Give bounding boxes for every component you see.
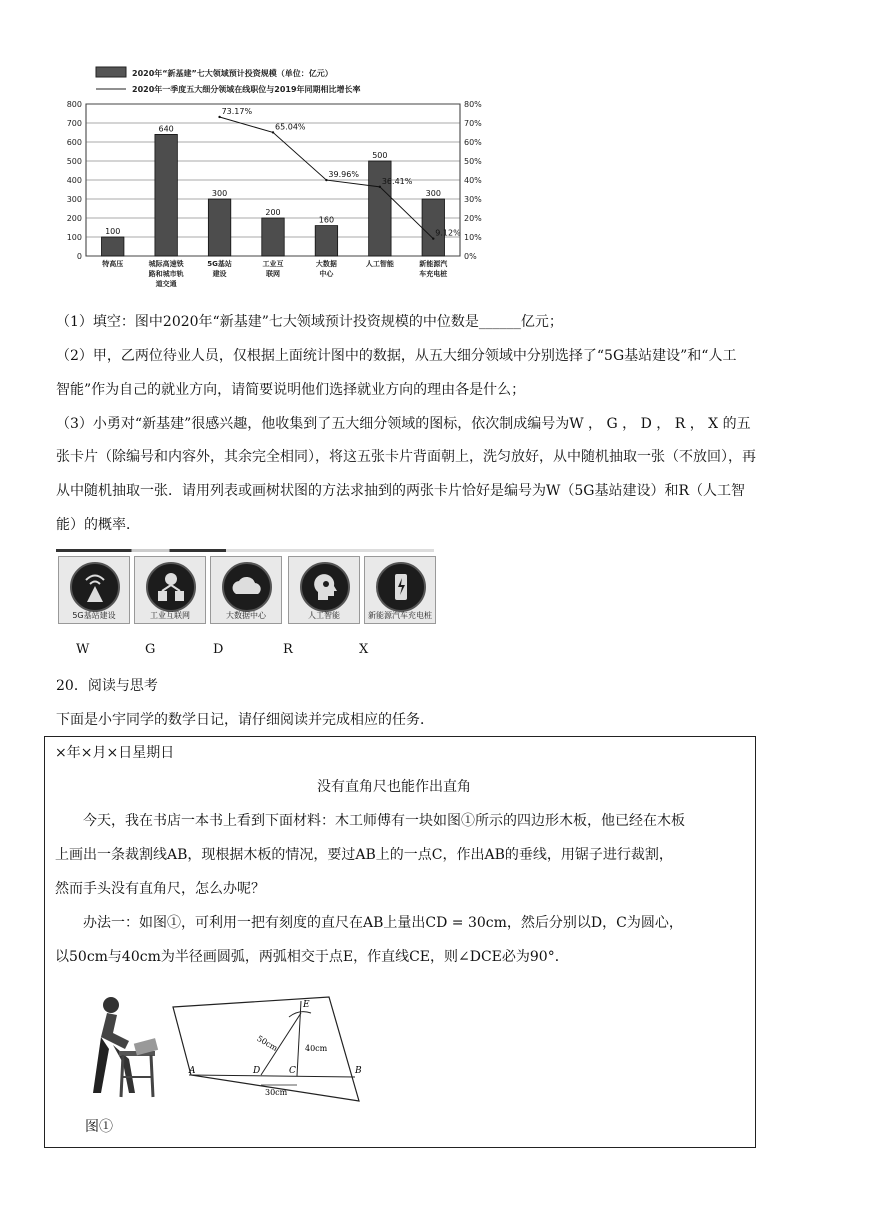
ai-head-icon [300, 562, 350, 612]
right-tick-label: 50% [464, 157, 482, 166]
category-label: 新能源汽 [419, 260, 448, 268]
growth-rate-point [379, 186, 381, 188]
5g-tower-icon [70, 562, 120, 612]
cut-line-ab [189, 1075, 355, 1077]
left-tick-label: 100 [66, 233, 82, 242]
cloud-icon [222, 562, 272, 612]
growth-rate-label: 73.17% [221, 106, 253, 116]
label-ce-length: 40cm [305, 1044, 328, 1053]
label-c: C [289, 1066, 296, 1076]
bar [208, 199, 230, 256]
charging-pile-icon [376, 562, 426, 612]
diary-p1-line-1: 今天，我在书店一本书上看到下面材料：木工师傅有一块如图①所示的四边形木板，他已经在木板 [83, 813, 685, 829]
label-b: B [355, 1066, 362, 1076]
label-d: D [253, 1066, 261, 1076]
right-tick-label: 40% [464, 176, 482, 185]
bar [315, 226, 337, 256]
question-3-line-2: 张卡片（除编号和内容外，其余完全相同），将这五张卡片背面朝上，洗匀放好，从中随机抽取一张（不放回），再 [56, 449, 756, 465]
question-1: （1）填空：图中2020年“新基建”七大领域预计投资规模的中位数是______亿元； [56, 314, 563, 330]
right-tick-label: 30% [464, 195, 482, 204]
card-code-d: D [213, 642, 224, 657]
diary-p2-line-1: 办法一：如图①，可利用一把有刻度的直尺在AB上量出CD = 30cm，然后分别以D，C为圆心， [83, 915, 683, 931]
right-tick-label: 0% [464, 252, 477, 261]
card-g [134, 556, 206, 624]
label-a: A [189, 1066, 196, 1076]
card-caption: 5G基站建设 [72, 611, 116, 620]
category-label: 城际高速铁 [148, 260, 184, 268]
right-tick-label: 60% [464, 138, 482, 147]
growth-rate-label: 9.12% [435, 228, 461, 238]
label-de-length: 50cm [255, 1033, 280, 1053]
category-label: 联网 [266, 270, 280, 278]
category-label: 路和城市轨 [148, 270, 184, 278]
legend-bar-swatch [96, 67, 126, 77]
card-strip-top-rule [56, 549, 434, 552]
card-caption: 大数据中心 [226, 611, 266, 620]
category-label: 工业互 [262, 260, 284, 268]
right-tick-label: 10% [464, 233, 482, 242]
diary-box [44, 736, 756, 1148]
diary-title: 没有直角尺也能作出直角 [317, 779, 471, 795]
diary-date: ×年×月×日星期日 [55, 745, 175, 761]
right-tick-label: 80% [464, 100, 482, 109]
card-r [288, 556, 360, 624]
right-tick-label: 20% [464, 214, 482, 223]
label-e: E [303, 1000, 310, 1010]
category-label: 道交通 [155, 280, 177, 288]
growth-rate-point [432, 237, 434, 239]
left-tick-label: 500 [66, 157, 82, 166]
bar-value-label: 640 [158, 124, 174, 134]
category-label: 大数据 [315, 260, 337, 268]
left-tick-label: 200 [66, 214, 82, 223]
label-dc-length: 30cm [265, 1088, 288, 1097]
diary-p1-line-2: 上画出一条裁割线AB，现根据木板的情况，要过AB上的一点C，作出AB的垂线，用锯子进行裁割， [55, 847, 673, 863]
category-label: 中心 [319, 270, 334, 278]
category-label: 人工智能 [365, 260, 394, 268]
diary-p2-line-2: 以50cm与40cm为半径画圆弧，两弧相交于点E，作直线CE，则∠DCE必为90°． [55, 949, 569, 965]
category-label: 特高压 [102, 260, 124, 268]
legend-line-label: 2020年一季度五大细分领域在线职位与2019年同期相比增长率 [132, 85, 361, 94]
card-code-w: W [76, 642, 90, 657]
card-caption: 人工智能 [308, 611, 340, 620]
category-label: 建设 [212, 270, 227, 278]
card-caption: 新能源汽车充电桩 [368, 611, 432, 620]
left-tick-label: 400 [66, 176, 82, 185]
category-label: 5G基站 [207, 260, 232, 268]
chart-legend [96, 67, 361, 94]
bar-value-label: 160 [318, 215, 335, 225]
board-outline [173, 997, 359, 1101]
board-figure [169, 993, 369, 1103]
card-code-r: R [283, 642, 293, 657]
left-tick-label: 300 [66, 195, 82, 204]
right-tick-label: 70% [464, 119, 482, 128]
card-caption: 工业互联网 [150, 611, 190, 620]
card-x [364, 556, 436, 624]
bar [262, 218, 284, 256]
bar-value-label: 300 [425, 189, 441, 198]
bar-value-label: 300 [211, 189, 228, 198]
bar [155, 134, 177, 256]
industrial-internet-icon [146, 562, 196, 612]
bar-value-label: 200 [265, 208, 281, 217]
investment-chart [56, 58, 492, 300]
question-2-line-1: （2）甲，乙两位待业人员，仅根据上面统计图中的数据，从五大细分领域中分别选择了“5G基站建设”和“人工 [56, 348, 737, 364]
left-tick-label: 700 [66, 119, 82, 128]
diary-p1-line-3: 然而手头没有直角尺，怎么办呢？ [55, 881, 265, 897]
bar-value-label: 100 [105, 227, 121, 236]
question-3-line-3: 从中随机抽取一张．请用列表或画树状图的方法求抽到的两张卡片恰好是编号为W（5G基站建设）和R（人工智 [56, 483, 746, 499]
growth-rate-point [218, 116, 220, 118]
category-label: 车充电桩 [419, 270, 448, 278]
growth-rate-point [325, 179, 327, 181]
bar [422, 199, 444, 256]
carpenter-illustration [79, 993, 171, 1101]
card-code-g: G [145, 642, 156, 657]
left-tick-label: 0 [76, 252, 82, 261]
question-3-line-4: 能）的概率． [56, 517, 140, 533]
bar [101, 237, 123, 256]
bar [369, 161, 391, 256]
section-20-title: 20．阅读与思考 [56, 678, 158, 694]
question-3-line-1: （3）小勇对“新基建”很感兴趣，他收集到了五大细分领域的图标，依次制成编号为W ， G ， D ， R ， X 的五 [56, 416, 751, 432]
figure-caption: 图① [85, 1119, 113, 1135]
left-tick-label: 800 [66, 100, 82, 109]
growth-rate-label: 39.96% [328, 170, 359, 180]
left-tick-label: 600 [66, 138, 82, 147]
card-w [58, 556, 130, 624]
card-d [210, 556, 282, 624]
legend-bar-label: 2020年“新基建”七大领域预计投资规模（单位：亿元） [132, 69, 333, 78]
bar-value-label: 500 [372, 151, 388, 160]
growth-rate-label: 65.04% [275, 122, 306, 132]
card-code-x: X [359, 642, 369, 657]
section-20-intro: 下面是小宇同学的数学日记，请仔细阅读并完成相应的任务． [56, 712, 434, 728]
question-2-line-2: 智能”作为自己的就业方向，请简要说明他们选择就业方向的理由各是什么； [56, 382, 526, 398]
growth-rate-label: 36.41% [381, 176, 413, 186]
growth-rate-point [272, 131, 274, 133]
